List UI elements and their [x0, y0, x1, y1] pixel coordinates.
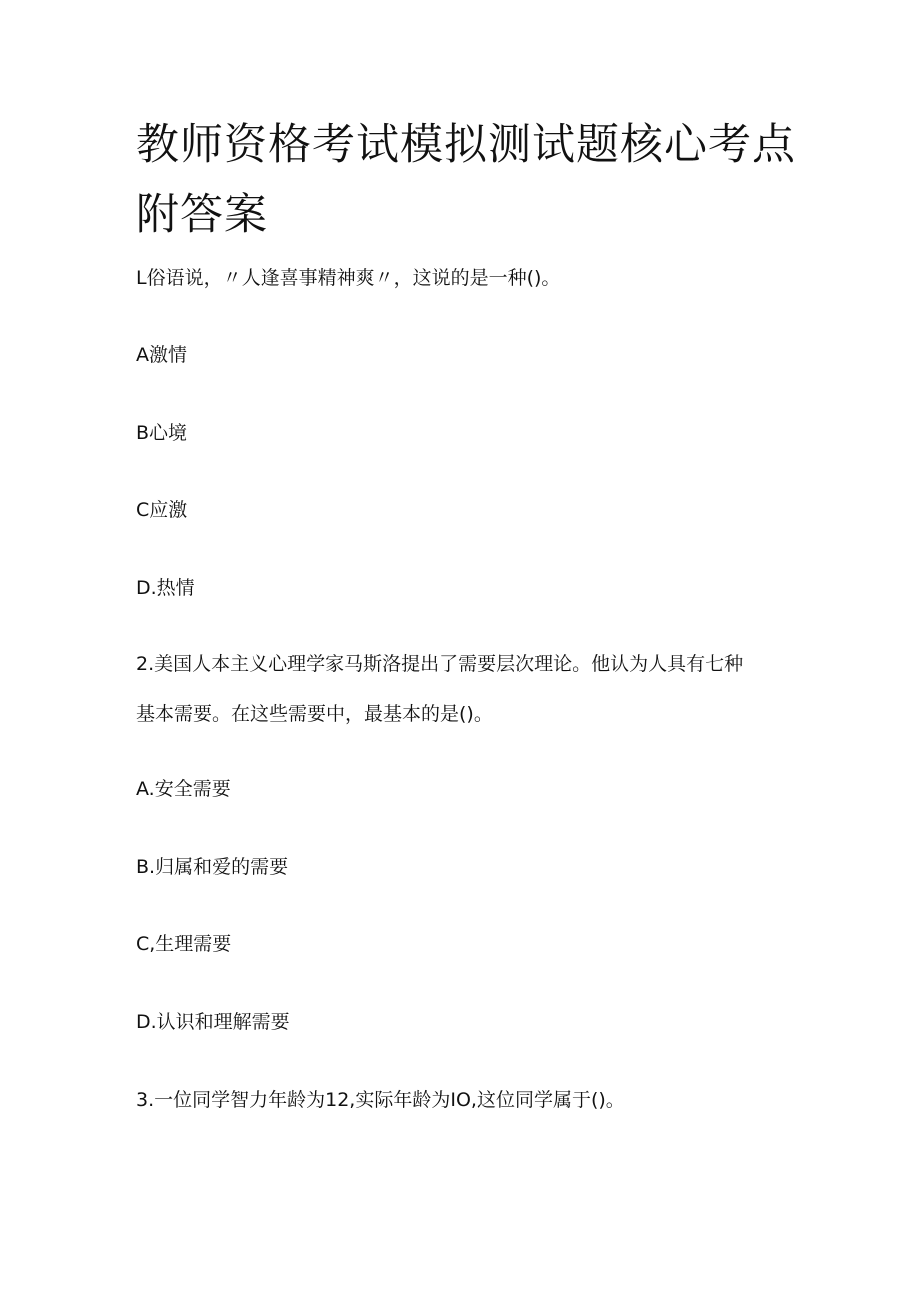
question-2-option-a: A.安全需要	[136, 778, 231, 800]
question-1-stem: L俗语说，〃人逢喜事精神爽〃，这说的是一种()。	[136, 267, 561, 289]
question-1-option-c: C应激	[136, 499, 188, 521]
question-2-option-b: B.归属和爱的需要	[136, 856, 289, 878]
question-1-option-b: B心境	[136, 422, 188, 444]
document-title-line-1: 教师资格考试模拟测试题核心考点	[136, 120, 796, 170]
question-1-option-d: D.热情	[136, 577, 195, 599]
question-1-option-a: A激情	[136, 344, 187, 366]
document-title-line-2: 附答案	[136, 190, 268, 240]
question-2-stem-line-2: 基本需要。在这些需要中，最基本的是()。	[136, 703, 493, 725]
question-2-option-d: D.认识和理解需要	[136, 1011, 290, 1033]
question-2-stem-line-1: 2.美国人本主义心理学家马斯洛提出了需要层次理论。他认为人具有七种	[136, 653, 744, 675]
question-3-stem: 3.一位同学智力年龄为12,实际年龄为IO,这位同学属于()。	[136, 1089, 625, 1111]
question-2-option-c: C,生理需要	[136, 933, 232, 955]
